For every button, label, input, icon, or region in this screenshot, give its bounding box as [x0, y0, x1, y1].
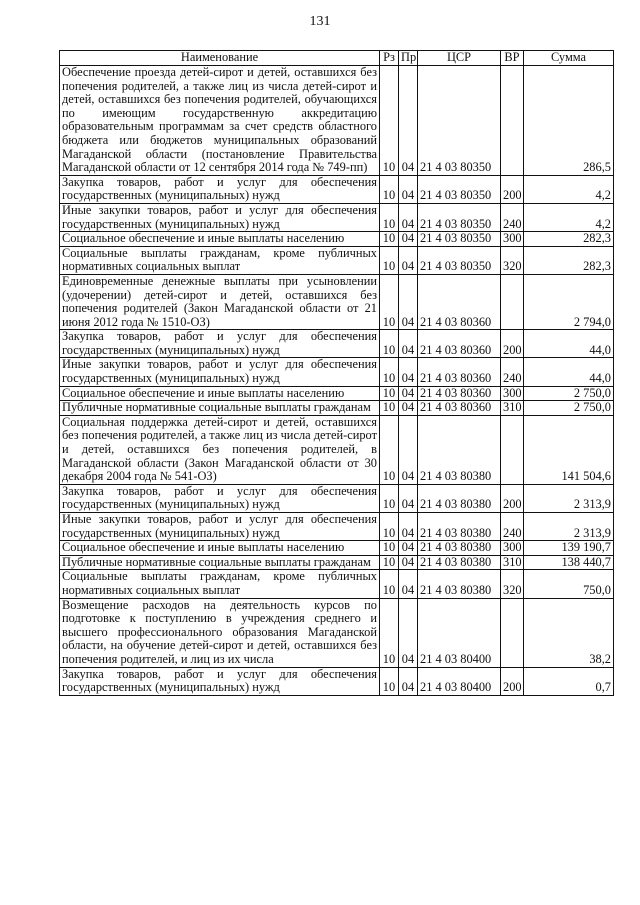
table-row	[60, 484, 614, 512]
row-sum: 2 313,9	[524, 513, 614, 541]
row-vr	[501, 66, 524, 176]
row-pr: 04	[399, 555, 418, 570]
row-csr: 21 4 03 80400	[418, 598, 501, 667]
row-vr: 300	[501, 232, 524, 247]
row-csr: 21 4 03 80360	[418, 386, 501, 401]
row-rz: 10	[380, 415, 399, 484]
row-name: Иные закупки товаров, работ и услуг для обеспечения государственных (муниципальных) нужд	[60, 203, 380, 231]
table-row	[60, 175, 614, 203]
row-rz: 10	[380, 513, 399, 541]
table-row	[60, 570, 614, 598]
row-name: Возмещение расходов на деятельность курсов по подготовке к поступлению в учреждения среднего и высшего профессионального образования Магаданской области, на обучение детей-сирот и детей, оставшихся без попечения родителей, и лиц из их числа	[60, 598, 380, 667]
header-name: Наименование	[60, 51, 380, 66]
row-rz: 10	[380, 246, 399, 274]
table-row	[60, 232, 614, 247]
row-name: Закупка товаров, работ и услуг для обеспечения государственных (муниципальных) нужд	[60, 484, 380, 512]
row-csr: 21 4 03 80380	[418, 484, 501, 512]
row-name: Социальное обеспечение и иные выплаты населению	[60, 386, 380, 401]
row-pr: 04	[399, 401, 418, 416]
row-vr	[501, 598, 524, 667]
row-sum: 282,3	[524, 246, 614, 274]
row-sum: 141 504,6	[524, 415, 614, 484]
row-csr: 21 4 03 80400	[418, 667, 501, 695]
row-name: Обеспечение проезда детей-сирот и детей, оставшихся без попечения родителей, а также лиц из числа детей-сирот и детей, оставшихся без попечения родителей, обучающихся по имеющим государственную аккредитацию образовательным программам за счет средств областного бюджета или бюджетов муниципальных образований Магаданской области (постановление Правительства Магаданской области от 12 сентября 2014 года № 749-пп)	[60, 66, 380, 176]
row-csr: 21 4 03 80360	[418, 358, 501, 386]
row-rz: 10	[380, 401, 399, 416]
table-row	[60, 66, 614, 176]
header-pr: Пр	[399, 51, 418, 66]
row-sum: 0,7	[524, 667, 614, 695]
row-rz: 10	[380, 484, 399, 512]
row-rz: 10	[380, 232, 399, 247]
row-name: Иные закупки товаров, работ и услуг для обеспечения государственных (муниципальных) нужд	[60, 513, 380, 541]
row-pr: 04	[399, 513, 418, 541]
row-pr: 04	[399, 598, 418, 667]
budget-table	[59, 50, 614, 696]
row-vr: 200	[501, 330, 524, 358]
row-pr: 04	[399, 232, 418, 247]
row-vr: 300	[501, 386, 524, 401]
row-vr: 240	[501, 358, 524, 386]
row-sum: 282,3	[524, 232, 614, 247]
row-csr: 21 4 03 80350	[418, 175, 501, 203]
row-sum: 2 313,9	[524, 484, 614, 512]
row-pr: 04	[399, 415, 418, 484]
row-sum: 2 794,0	[524, 274, 614, 329]
row-name: Социальное обеспечение и иные выплаты населению	[60, 232, 380, 247]
row-pr: 04	[399, 570, 418, 598]
table-row	[60, 330, 614, 358]
row-csr: 21 4 03 80380	[418, 513, 501, 541]
row-name: Социальная поддержка детей-сирот и детей, оставшихся без попечения родителей, а также лиц из числа детей-сирот и детей, оставшихся без попечения родителей, в Магаданской области (Закон Магаданской области от 30 декабря 2004 года № 541-ОЗ)	[60, 415, 380, 484]
row-csr: 21 4 03 80350	[418, 203, 501, 231]
row-sum: 44,0	[524, 358, 614, 386]
row-name: Закупка товаров, работ и услуг для обеспечения государственных (муниципальных) нужд	[60, 175, 380, 203]
table-row	[60, 541, 614, 556]
row-vr	[501, 274, 524, 329]
row-vr: 310	[501, 401, 524, 416]
row-vr: 300	[501, 541, 524, 556]
row-vr: 320	[501, 246, 524, 274]
row-csr: 21 4 03 80360	[418, 330, 501, 358]
row-pr: 04	[399, 175, 418, 203]
row-name: Публичные нормативные социальные выплаты гражданам	[60, 555, 380, 570]
row-csr: 21 4 03 80360	[418, 274, 501, 329]
row-csr: 21 4 03 80360	[418, 401, 501, 416]
row-pr: 04	[399, 330, 418, 358]
row-vr: 200	[501, 667, 524, 695]
row-rz: 10	[380, 175, 399, 203]
table-row	[60, 667, 614, 695]
table-row	[60, 513, 614, 541]
table-row	[60, 386, 614, 401]
row-rz: 10	[380, 274, 399, 329]
header-rz: Рз	[380, 51, 399, 66]
row-pr: 04	[399, 66, 418, 176]
row-csr: 21 4 03 80350	[418, 232, 501, 247]
row-pr: 04	[399, 203, 418, 231]
row-sum: 44,0	[524, 330, 614, 358]
row-vr: 240	[501, 203, 524, 231]
row-name: Закупка товаров, работ и услуг для обеспечения государственных (муниципальных) нужд	[60, 667, 380, 695]
row-vr	[501, 415, 524, 484]
row-csr: 21 4 03 80380	[418, 415, 501, 484]
row-pr: 04	[399, 274, 418, 329]
table-row	[60, 415, 614, 484]
header-vr: ВР	[501, 51, 524, 66]
table-row	[60, 203, 614, 231]
page-number: 131	[309, 14, 331, 29]
row-name: Социальное обеспечение и иные выплаты населению	[60, 541, 380, 556]
row-rz: 10	[380, 330, 399, 358]
header-csr: ЦСР	[418, 51, 501, 66]
row-sum: 138 440,7	[524, 555, 614, 570]
row-name: Единовременные денежные выплаты при усыновлении (удочерении) детей-сирот и детей, оставшихся без попечения родителей (Закон Магаданской области от 21 июня 2012 года № 1510-ОЗ)	[60, 274, 380, 329]
row-pr: 04	[399, 246, 418, 274]
row-name: Закупка товаров, работ и услуг для обеспечения государственных (муниципальных) нужд	[60, 330, 380, 358]
table-row	[60, 598, 614, 667]
row-rz: 10	[380, 386, 399, 401]
row-vr: 320	[501, 570, 524, 598]
row-csr: 21 4 03 80350	[418, 66, 501, 176]
row-csr: 21 4 03 80380	[418, 570, 501, 598]
row-pr: 04	[399, 386, 418, 401]
row-rz: 10	[380, 203, 399, 231]
row-sum: 2 750,0	[524, 401, 614, 416]
row-vr: 200	[501, 484, 524, 512]
table-row	[60, 274, 614, 329]
table-row	[60, 401, 614, 416]
row-name: Социальные выплаты гражданам, кроме публичных нормативных социальных выплат	[60, 570, 380, 598]
table-row	[60, 555, 614, 570]
row-sum: 286,5	[524, 66, 614, 176]
row-rz: 10	[380, 598, 399, 667]
row-csr: 21 4 03 80380	[418, 541, 501, 556]
row-rz: 10	[380, 358, 399, 386]
row-sum: 4,2	[524, 203, 614, 231]
row-sum: 38,2	[524, 598, 614, 667]
row-vr: 200	[501, 175, 524, 203]
table-row	[60, 246, 614, 274]
row-csr: 21 4 03 80380	[418, 555, 501, 570]
row-pr: 04	[399, 667, 418, 695]
row-rz: 10	[380, 66, 399, 176]
row-pr: 04	[399, 358, 418, 386]
row-pr: 04	[399, 541, 418, 556]
header-sum: Сумма	[524, 51, 614, 66]
row-pr: 04	[399, 484, 418, 512]
row-name: Публичные нормативные социальные выплаты гражданам	[60, 401, 380, 416]
row-rz: 10	[380, 555, 399, 570]
row-rz: 10	[380, 667, 399, 695]
row-sum: 2 750,0	[524, 386, 614, 401]
row-sum: 139 190,7	[524, 541, 614, 556]
header-row	[60, 51, 614, 66]
row-sum: 750,0	[524, 570, 614, 598]
table-row	[60, 358, 614, 386]
row-name: Социальные выплаты гражданам, кроме публичных нормативных социальных выплат	[60, 246, 380, 274]
row-vr: 240	[501, 513, 524, 541]
row-rz: 10	[380, 570, 399, 598]
row-name: Иные закупки товаров, работ и услуг для обеспечения государственных (муниципальных) нужд	[60, 358, 380, 386]
row-sum: 4,2	[524, 175, 614, 203]
row-vr: 310	[501, 555, 524, 570]
row-rz: 10	[380, 541, 399, 556]
row-csr: 21 4 03 80350	[418, 246, 501, 274]
